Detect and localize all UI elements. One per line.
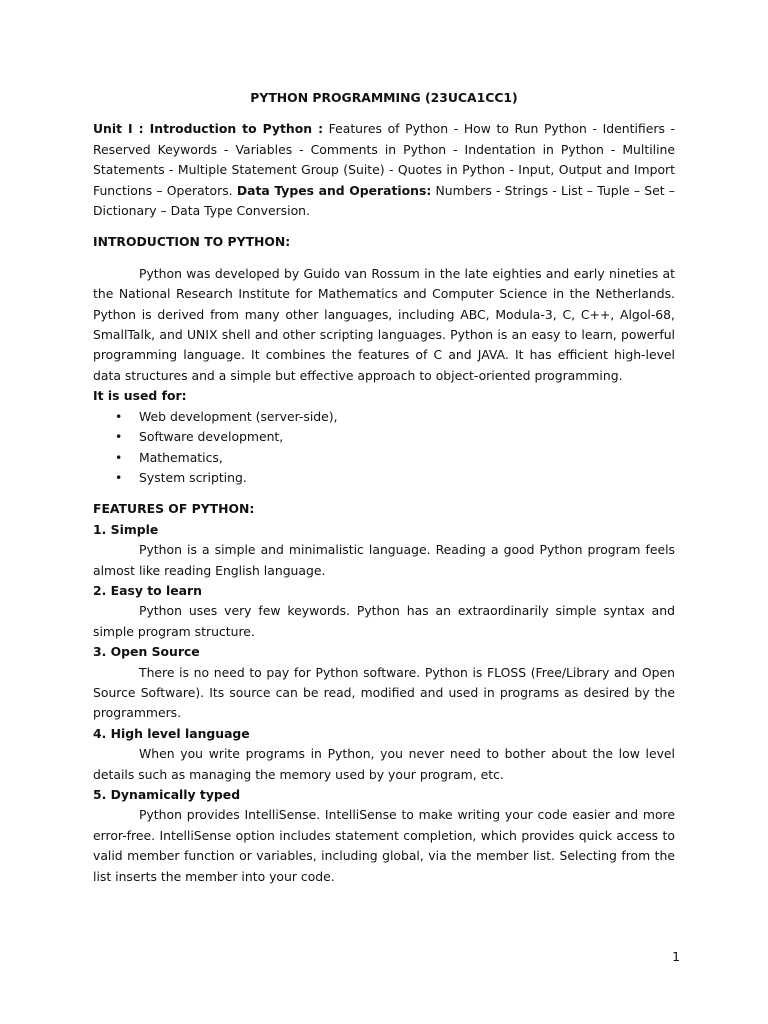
document-title: PYTHON PROGRAMMING (23UCA1CC1) xyxy=(250,90,518,105)
bullet-icon: • xyxy=(115,469,123,485)
intro-heading: INTRODUCTION TO PYTHON: xyxy=(93,234,291,250)
uses-list xyxy=(93,407,675,489)
list-item xyxy=(93,468,675,488)
unit-description xyxy=(93,119,675,221)
unit-topics-data-types: Numbers - Strings - List – Tuple – Set –Dictionary – Data Type Conversion. xyxy=(93,182,675,219)
page-number: 1 xyxy=(672,949,680,964)
feature-title-open-source: 3. Open Source xyxy=(93,644,200,660)
feature-text-open-source: There is no need to pay for Python software. Python is FLOSS (Free/Library and Open Source Software). Its source can be read, modified and used in programs as desired by the programmers. xyxy=(93,664,675,721)
unit-label-data-types: Data Types and Operations: xyxy=(236,182,432,198)
feature-title-dynamically-typed: 5. Dynamically typed xyxy=(93,787,241,802)
feature-text-simple: Python is a simple and minimalistic language. Reading a good Python program feels almost like reading English language. xyxy=(93,542,675,578)
feature-title-high-level: 4. High level language xyxy=(93,725,250,741)
feature-text-easy-to-learn: Python uses very few keywords. Python has an extraordinarily simple syntax and simple program structure. xyxy=(93,603,675,639)
bullet-icon: • xyxy=(115,408,123,424)
intro-paragraph: Python was developed by Guido van Rossum in the late eighties and early nineties at the National Research Institute for Mathematics and Computer Science in the Netherlands. Python is derived from many other languages, including ABC, Modula-3, C, C++, Algol-68, SmallTalk, and UNIX shell and other scripting languages. Python is an easy to learn, powerful programming language. It combines the features of C and JAVA. It has efficient high-level data structures and a simple but effective approach to object-oriented programming. xyxy=(93,265,675,383)
unit-label: Unit I : Introduction to Python : xyxy=(93,121,324,137)
bullet-icon: • xyxy=(115,449,123,465)
feature-text-high-level: When you write programs in Python, you never need to bother about the low level details such as managing the memory used by your program, etc. xyxy=(93,746,675,782)
feature-title-simple: 1. Simple xyxy=(93,521,159,537)
features-heading: FEATURES OF PYTHON: xyxy=(93,501,255,517)
list-item-text: Mathematics, xyxy=(139,449,223,465)
feature-title-easy-to-learn: 2. Easy to learn xyxy=(93,582,202,598)
list-item xyxy=(93,427,675,447)
unit-topics: Features of Python - How to Run Python - Identifiers - Reserved Keywords - Variables - Comments in Python - Indentation in Python - Multiline Statements - Multiple Statement Group (Suite) - Quotes in Python - Input, Output and Import Functions – Operators. xyxy=(93,121,675,198)
used-for-heading: It is used for: xyxy=(93,388,187,404)
page-content xyxy=(93,88,675,887)
bullet-icon: • xyxy=(115,429,123,445)
list-item-text: Software development, xyxy=(139,429,284,445)
list-item-text: System scripting. xyxy=(139,469,247,485)
list-item xyxy=(93,407,675,427)
list-item-text: Web development (server-side), xyxy=(139,408,338,424)
feature-text-dynamically-typed: Python provides IntelliSense. IntelliSense to make writing your code easier and more error-free. IntelliSense option includes statement completion, which provides quick access to valid member function or variables, including global, via the member list. Selecting from the list inserts the member into your code. xyxy=(93,807,675,884)
list-item xyxy=(93,448,675,468)
